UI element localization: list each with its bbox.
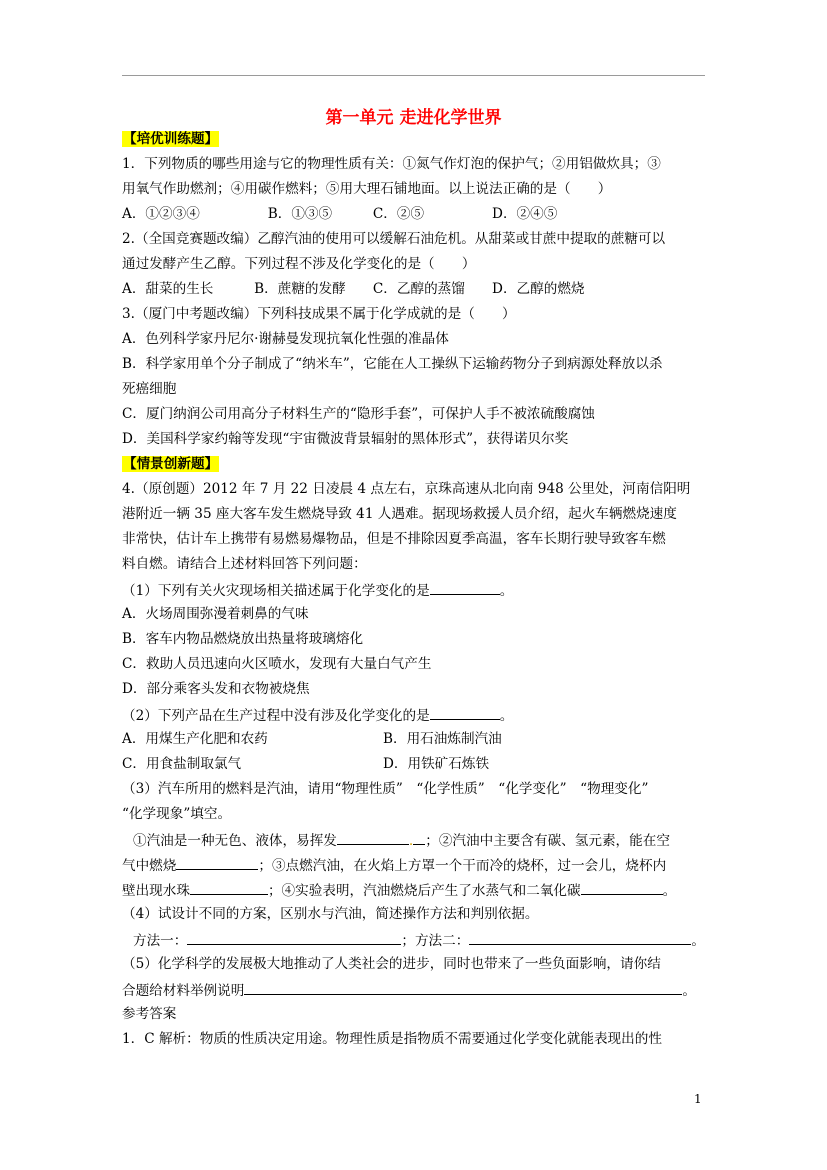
section-heading: 【情景创新题】 [123,456,219,472]
option-row: A．用煤生产化肥和农药 B．用石油炼制汽油 [122,731,502,747]
text-line: B．客车内物品燃烧放出热量将玻璃熔化 [122,631,364,647]
text-line: （3）汽车所用的燃料是汽油，请用“物理性质” “化学性质” “化学变化” “物理变化” [122,781,649,797]
text-line: C．救助人员迅速向火区喷水，发现有大量白气产生 [122,656,432,672]
section-heading: 【培优训练题】 [123,131,219,147]
fill-line: 气中燃烧 ；③点燃汽油，在火焰上方罩一个干而冷的烧杯，过一会儿，烧杯内 [122,855,666,875]
text-line: D．部分乘客头发和衣物被烧焦 [122,681,310,697]
fill-line: ①汽油是一种无色、液体，易挥发 . ；②汽油中主要含有碳、氢元素，能在空 [133,830,670,850]
text-line: （4）试设计不同的方案，区别水与汽油，简述操作方法和判别依据。 [122,906,539,922]
header-rule [122,75,705,76]
text-line: C．厦门纳润公司用高分子材料生产的“隐形手套”，可保护人手不被浓硫酸腐蚀 [122,406,595,422]
text-line: 用氧气作助燃剂；④用碳作燃料；⑤用大理石铺地面。以上说法正确的是（ ） [122,181,612,197]
text-line: 1．C 解析：物质的性质决定用途。物理性质是指物质不需要通过化学变化就能表现出的性 [122,1031,662,1047]
text-line: （5）化学科学的发展极大地推动了人类社会的进步，同时也带来了一些负面影响，请你结 [122,956,661,972]
text-line: 死癌细胞 [122,381,177,397]
fill-line: 方法一： ；方法二： 。 [133,930,705,950]
text-line: 2.（全国竞赛题改编）乙醇汽油的使用可以缓解石油危机。从甜菜或甘蔗中提取的蔗糖可以 [122,231,666,247]
page-title: 第一单元 走进化学世界 [325,108,502,128]
text-line: “化学现象”填空。 [122,806,232,822]
text-line: A．火场周围弥漫着刺鼻的气味 [122,606,309,622]
text-line: A．甜菜的生长 B．蔗糖的发酵 C．乙醇的蒸馏 D．乙醇的燃烧 [122,281,585,297]
answer-heading: 参考答案 [122,1006,177,1022]
text-line: 3.（厦门中考题改编）下列科技成果不属于化学成就的是（ ） [122,306,516,322]
text-line: A．①②③④ B．①③⑤ C．②⑤ D．②④⑤ [122,206,558,222]
question-line: （1）下列有关火灾现场相关描述属于化学变化的是 。 [122,580,513,600]
text-line: A．色列科学家丹尼尔·谢赫曼发现抗氧化性强的准晶体 [122,331,449,347]
text-line: 非常快，估计车上携带有易燃易爆物品，但是不排除因夏季高温，客车长期行驶导致客车燃 [122,531,666,547]
option-row: C．用食盐制取氯气 D．用铁矿石炼铁 [122,756,490,772]
text-line: 1．下列物质的哪些用途与它的物理性质有关：①氮气作灯泡的保护气；②用铝做炊具；③ [122,156,661,172]
fill-line: 壁出现水珠 ；④实验表明，汽油燃烧后产生了水蒸气和二氧化碳 。 [122,880,676,900]
question-line: （2）下列产品在生产过程中没有涉及化学变化的是 。 [122,705,513,725]
page-number: 1 [694,1092,702,1106]
text-line: D．美国科学家约翰等发现“宇宙微波背景辐射的黑体形式”，获得诺贝尔奖 [122,431,569,447]
text-line: 港附近一辆 35 座大客车发生燃烧导致 41 人遇难。据现场救援人员介绍，起火车辆燃烧速度 [122,506,677,522]
fill-line: 合题给材料举例说明 。 [122,980,696,1000]
text-line: 料自燃。请结合上述材料回答下列问题： [122,556,367,572]
text-line: B．科学家用单个分子制成了“纳米车”，它能在人工操纵下运输药物分子到病源处释放以杀 [122,356,663,372]
text-line: 4.（原创题）2012 年 7 月 22 日凌晨 4 点左右，京珠高速从北向南 948 公里处，河南信阳明 [122,481,691,497]
text-line: 通过发酵产生乙醇。下列过程不涉及化学变化的是（ ） [122,256,476,272]
